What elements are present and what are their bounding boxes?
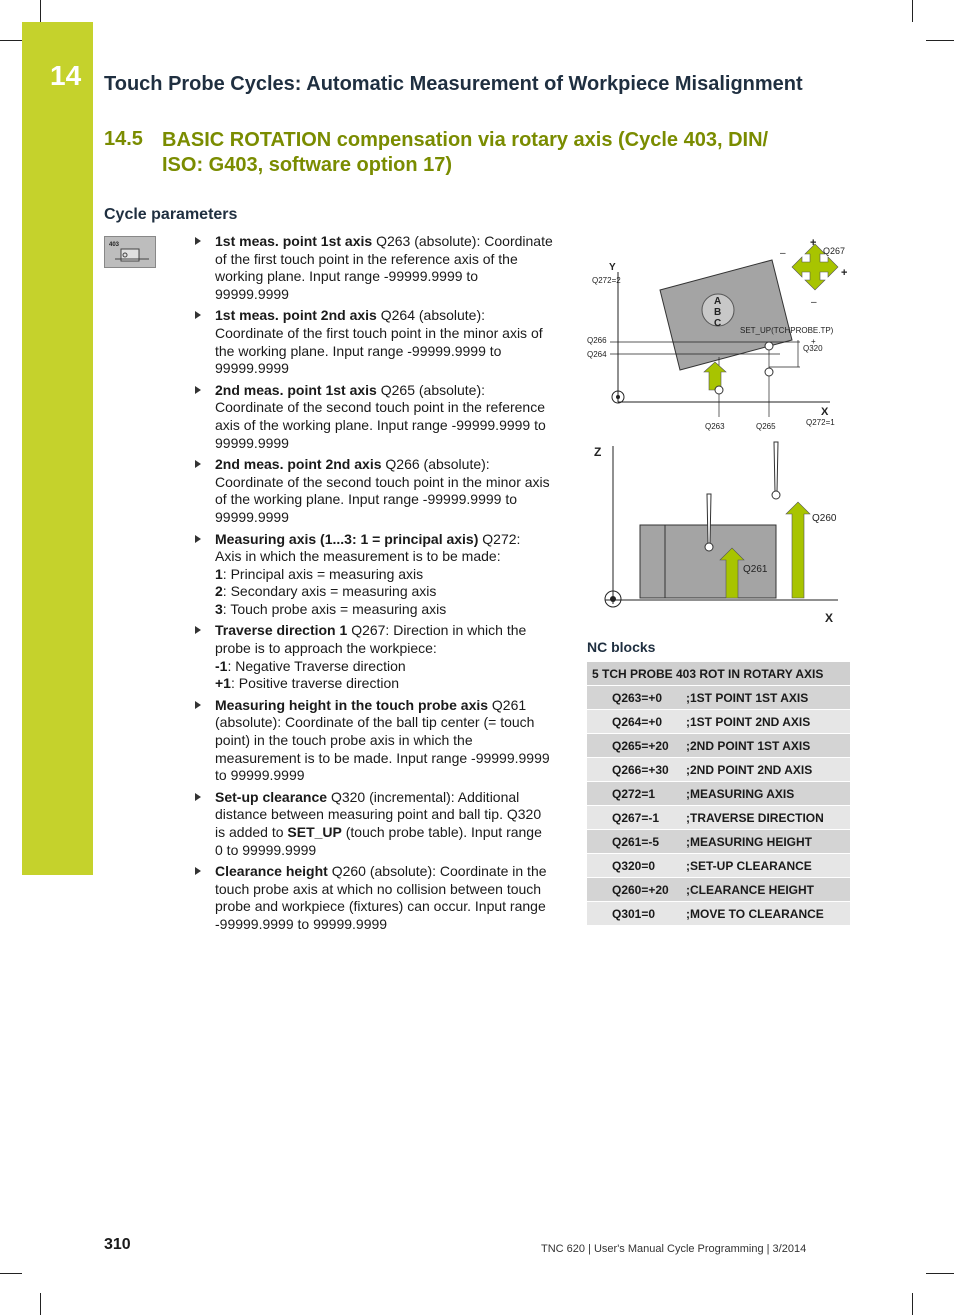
nc-code: Q272=1 <box>587 782 686 806</box>
crop-mark <box>912 1293 913 1315</box>
chapter-tab <box>22 22 93 875</box>
param-name: 1st meas. point 2nd axis <box>215 307 377 324</box>
nc-comment: ;MEASURING HEIGHT <box>686 830 850 854</box>
param-q267: Traverse direction 1 Q267: Direction in which the probe is to approach the workpiece: -1: Negative Traverse direction +1: Positive traverse direction <box>193 622 553 692</box>
param-name: Measuring height in the touch probe axis <box>215 696 489 713</box>
table-row <box>587 854 850 878</box>
label-x-axis: X <box>821 406 829 418</box>
table-row <box>587 902 850 926</box>
param-name: 2nd meas. point 1st axis <box>215 381 377 398</box>
nc-code: Q266=+30 <box>587 758 686 782</box>
section-title: BASIC ROTATION compensation via rotary axis (Cycle 403, DIN/ ISO: G403, software option 17) <box>162 129 769 176</box>
nc-code: Q264=+0 <box>587 710 686 734</box>
nc-code: Q267=-1 <box>587 806 686 830</box>
parameter-list <box>193 233 553 938</box>
crop-mark <box>926 1273 954 1274</box>
label-minus-bottom: – <box>811 297 817 308</box>
cycle-diagram <box>580 232 860 632</box>
nc-comment: ;SET-UP CLEARANCE <box>686 854 850 878</box>
crop-mark <box>926 40 954 41</box>
param-q261: Measuring height in the touch probe axis Q261 (absolute): Coordinate of the ball tip center (= touch point) in the touch probe axis in which the measurement is to be made. Input range -99999.9999 to 99999.9999 <box>193 697 553 785</box>
nc-code: Q260=+20 <box>587 878 686 902</box>
table-row <box>587 758 850 782</box>
table-row <box>587 686 850 710</box>
param-q264: 1st meas. point 2nd axis Q264 (absolute): Coordinate of the first touch point in the minor axis of the working plane. Input range -99999.9999 to 99999.9999 <box>193 307 553 377</box>
nc-comment: ;TRAVERSE DIRECTION <box>686 806 850 830</box>
label-setup: SET_UP(TCHPROBE.TP) <box>740 326 834 335</box>
param-q263: 1st meas. point 1st axis Q263 (absolute): Coordinate of the first touch point in the reference axis of the working plane. Input range -99999.9999 to 99999.9999 <box>193 233 553 303</box>
param-name: 1st meas. point 1st axis <box>215 233 373 249</box>
label-minus-left: – <box>780 248 786 259</box>
table-row <box>587 782 850 806</box>
label-x-axis-side: X <box>825 611 834 625</box>
param-name: Traverse direction 1 <box>215 622 348 639</box>
label-q272-1: Q272=1 <box>806 418 835 427</box>
crop-mark <box>0 40 22 41</box>
nc-comment: ;MOVE TO CLEARANCE <box>686 902 850 926</box>
nc-comment: ;1ST POINT 1ST AXIS <box>686 686 850 710</box>
crop-mark <box>40 0 41 22</box>
chapter-number: 14 <box>50 60 82 91</box>
label-q260: Q260 <box>812 513 837 524</box>
nc-comment: ;CLEARANCE HEIGHT <box>686 878 850 902</box>
nc-code: Q265=+20 <box>587 734 686 758</box>
label-q263: Q263 <box>705 422 725 431</box>
crop-mark <box>0 1273 22 1274</box>
softkey-label: 403 <box>109 242 120 248</box>
nc-blocks-table <box>587 662 850 926</box>
nc-code: Q261=-5 <box>587 830 686 854</box>
label-plus-right: + <box>841 267 848 279</box>
label-plus-top: + <box>810 237 817 249</box>
cycle-parameters-heading: Cycle parameters <box>104 206 238 223</box>
param-q266: 2nd meas. point 2nd axis Q266 (absolute): Coordinate of the second touch point in the minor axis of the working plane. Input range -99999.9999 to 99999.9999 <box>193 456 553 526</box>
param-name: Set-up clearance <box>215 788 328 805</box>
param-q260: Clearance height Q260 (absolute): Coordinate in the touch probe axis at which no collision between touch probe and workpiece (fixtures) can occur. Input range -99999.9999 to 99999.9999 <box>193 863 553 933</box>
label-z-axis: Z <box>594 445 602 459</box>
param-q265: 2nd meas. point 1st axis Q265 (absolute): Coordinate of the second touch point in the reference axis of the working plane. Input range -99999.9999 to 99999.9999 <box>193 382 553 452</box>
section-number: 14.5 <box>104 128 143 150</box>
label-c: C <box>714 318 722 329</box>
label-q320: Q320 <box>803 344 823 353</box>
label-y-axis: Y <box>609 262 616 273</box>
label-q267: Q267 <box>823 246 846 256</box>
nc-blocks-heading: NC blocks <box>587 639 656 655</box>
crop-mark <box>40 1293 41 1315</box>
table-row <box>587 878 850 902</box>
page-number: 310 <box>104 1236 131 1253</box>
table-row <box>587 806 850 830</box>
param-q320: Set-up clearance Q320 (incremental): Additional distance between measuring point and ball tip. Q320 is added to SET_UP (touch probe table). Input range 0 to 99999.9999 <box>193 789 553 859</box>
label-q272-2: Q272=2 <box>592 276 621 285</box>
nc-comment: ;1ST POINT 2ND AXIS <box>686 710 850 734</box>
table-row <box>587 710 850 734</box>
label-q265: Q265 <box>756 422 776 431</box>
param-q272: Measuring axis (1...3: 1 = principal axis) Q272: Axis in which the measurement is to be made: 1: Principal axis = measuring axis 2: Secondary axis = measuring axis 3: Touch probe axis = measuring axis <box>193 531 553 619</box>
label-plus-setup: + <box>811 337 816 346</box>
label-a: A <box>714 296 722 307</box>
param-name: 2nd meas. point 2nd axis <box>215 456 382 473</box>
table-row <box>587 734 850 758</box>
nc-comment: ;2ND POINT 2ND AXIS <box>686 758 850 782</box>
label-q261: Q261 <box>743 564 768 575</box>
nc-title-row <box>587 662 850 686</box>
nc-title: 5 TCH PROBE 403 ROT IN ROTARY AXIS <box>587 662 850 686</box>
cycle-softkey-icon <box>104 236 156 268</box>
footer-text: TNC 620 | User's Manual Cycle Programming | 3/2014 <box>541 1243 807 1255</box>
nc-comment: ;MEASURING AXIS <box>686 782 850 806</box>
nc-comment: ;2ND POINT 1ST AXIS <box>686 734 850 758</box>
nc-code: Q320=0 <box>587 854 686 878</box>
label-q266: Q266 <box>587 336 607 345</box>
param-name: Clearance height <box>215 863 328 880</box>
crop-mark <box>912 0 913 22</box>
param-name: Measuring axis (1...3: 1 = principal axis) <box>215 530 479 547</box>
nc-code: Q263=+0 <box>587 686 686 710</box>
label-q264: Q264 <box>587 350 607 359</box>
table-row <box>587 830 850 854</box>
label-b: B <box>714 307 722 318</box>
nc-code: Q301=0 <box>587 902 686 926</box>
chapter-title: Touch Probe Cycles: Automatic Measurement of Workpiece Misalignment <box>104 73 803 95</box>
